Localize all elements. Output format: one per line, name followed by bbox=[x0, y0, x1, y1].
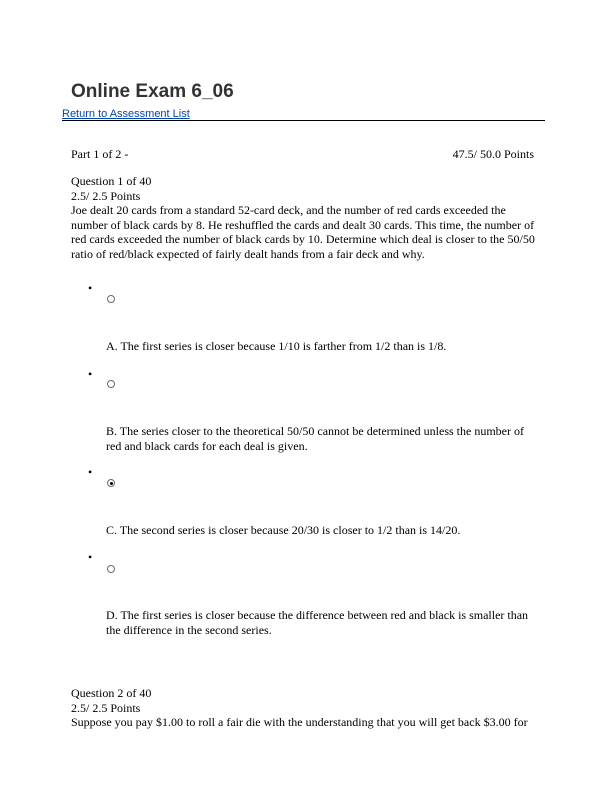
bullet-icon: • bbox=[88, 550, 93, 564]
part-indicator: Part 1 of 2 - bbox=[71, 147, 129, 161]
option-c-radio[interactable] bbox=[107, 479, 115, 487]
question-1 bbox=[71, 174, 541, 261]
bullet-icon: • bbox=[88, 281, 93, 295]
option-b-radio[interactable] bbox=[107, 380, 115, 388]
question-points: 2.5/ 2.5 Points bbox=[71, 188, 141, 203]
option-c-label: C. The second series is closer because 20/30 is closer to 1/2 than is 14/20. bbox=[106, 523, 461, 537]
total-score: 47.5/ 50.0 Points bbox=[452, 147, 534, 161]
question-text: Joe dealt 20 cards from a standard 52-card deck, and the number of red cards exceeded the number of black cards by 8. He reshuffled the cards and dealt 30 cards. This time, the number of red cards exceeded the number of black cards by 10. Determine which deal is closer to the 50/50 ratio of red/black expected of fairly dealt hands from a fair deck and why. bbox=[71, 203, 535, 261]
header-divider bbox=[62, 120, 545, 121]
option-d-radio[interactable] bbox=[107, 565, 115, 573]
bullet-icon: • bbox=[88, 465, 93, 479]
bullet-icon: • bbox=[88, 367, 93, 381]
question-points: 2.5/ 2.5 Points bbox=[71, 700, 141, 715]
option-a-label: A. The first series is closer because 1/10 is farther from 1/2 than is 1/8. bbox=[106, 339, 447, 353]
option-a-radio[interactable] bbox=[107, 295, 115, 303]
question-2 bbox=[71, 686, 541, 730]
question-text: Suppose you pay $1.00 to roll a fair die with the understanding that you will get back $3.00 for bbox=[71, 715, 528, 729]
question-number: Question 2 of 40 bbox=[71, 686, 152, 700]
option-d-label: D. The first series is closer because the difference between red and black is smaller than the difference in the second series. bbox=[106, 608, 529, 637]
option-b-label: B. The series closer to the theoretical 50/50 cannot be determined unless the number of red and black cards for each deal is given. bbox=[106, 424, 524, 453]
return-to-assessment-list-link[interactable]: Return to Assessment List bbox=[62, 108, 190, 120]
question-number: Question 1 of 40 bbox=[71, 174, 152, 188]
page-title: Online Exam 6_06 bbox=[71, 81, 234, 102]
